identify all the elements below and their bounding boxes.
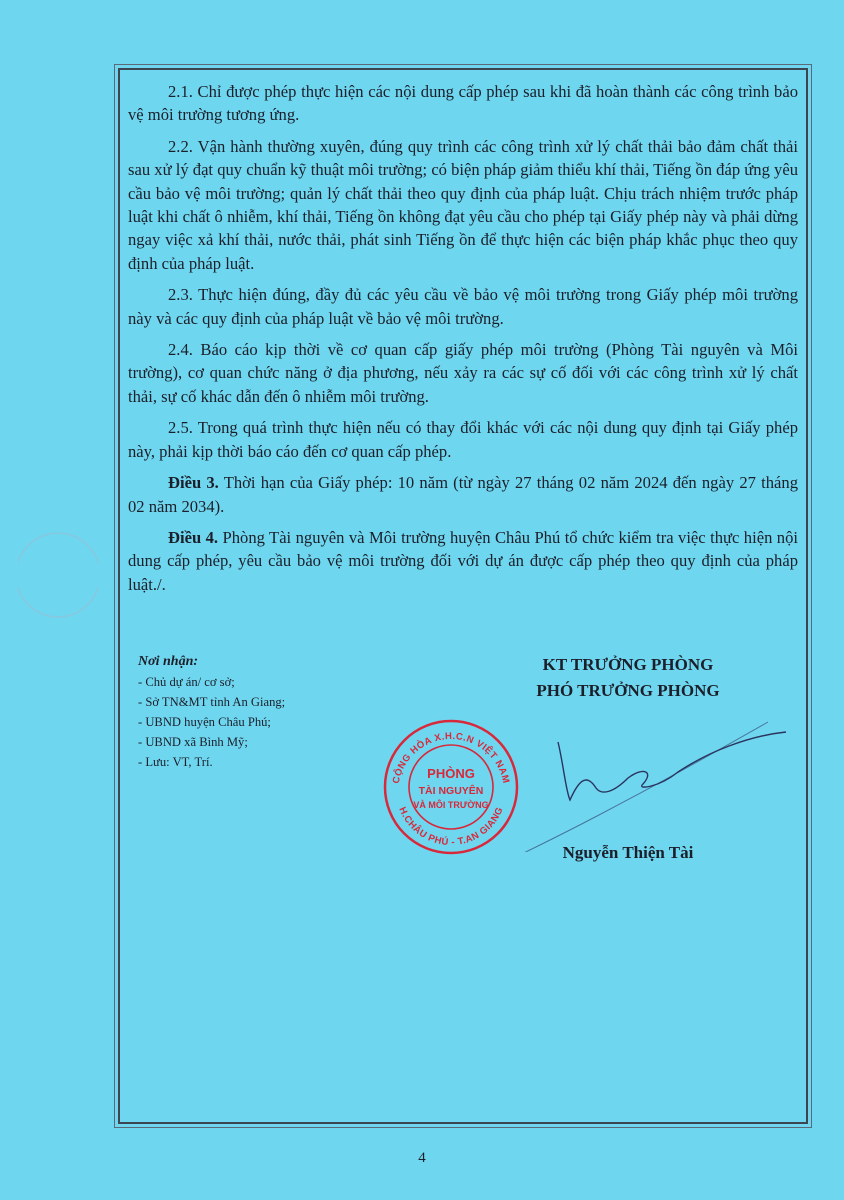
recipient-item: - UBND xã Bình Mỹ; — [138, 735, 248, 749]
recipient-item: - UBND huyện Châu Phú; — [138, 715, 271, 729]
signature-block — [138, 652, 798, 882]
stamp-center-3: VÀ MÔI TRƯỜNG — [413, 800, 489, 810]
stamp-bottom-text: H.CHÂU PHÚ - T.AN GIANG — [396, 805, 506, 849]
signer-title-1: KT TRƯỞNG PHÒNG — [542, 655, 714, 674]
recipient-item: - Chủ dự án/ cơ sở; — [138, 675, 235, 689]
recipient-item: - Sở TN&MT tỉnh An Giang; — [138, 695, 286, 709]
stamp-outer-text: CỘNG HÒA X.H.C.N VIỆT NAM — [390, 730, 512, 785]
signer-name: Nguyễn Thiện Tài — [562, 843, 694, 862]
recipients-heading: Nơi nhận: — [138, 654, 199, 669]
paragraph-2-3: 2.3. Thực hiện đúng, đầy đủ các yêu cầu về bảo vệ môi trường trong Giấy phép môi trường này và các quy định của pháp luật về bảo vệ môi trường. — [128, 285, 798, 328]
document-body — [128, 80, 798, 604]
page-number: 4 — [418, 1150, 426, 1166]
stamp-center-1: PHÒNG — [427, 766, 475, 781]
paragraph-2-1: 2.1. Chỉ được phép thực hiện các nội dung cấp phép sau khi đã hoàn thành các công trình bảo vệ môi trường tương ứng. — [128, 82, 798, 125]
article-3: Điều 3. Thời hạn của Giấy phép: 10 năm (từ ngày 27 tháng 02 năm 2024 đến ngày 27 tháng 02 năm 2034). — [128, 473, 798, 516]
paragraph-2-4: 2.4. Báo cáo kịp thời về cơ quan cấp giấy phép môi trường (Phòng Tài nguyên và Môi trường), cơ quan chức năng ở địa phương, nếu xảy ra các sự cố đối với các công trình xử lý chất thải, sự cố khác dẫn đến ô nhiễm môi trường. — [128, 340, 798, 406]
signature-icon — [468, 692, 788, 852]
recipients-list — [138, 652, 388, 772]
signer-title-2: PHÓ TRƯỞNG PHÒNG — [536, 681, 720, 700]
paragraph-2-2: 2.2. Vận hành thường xuyên, đúng quy trình các công trình xử lý chất thải bảo đảm chất thải sau xử lý đạt quy chuẩn kỹ thuật môi trường; có biện pháp giảm thiểu khí thải, Tiếng ồn đáp ứng yêu cầu bảo vệ môi trường; quản lý chất thải theo quy định của pháp luật. Chịu trách nhiệm trước pháp luật khi chất ô nhiễm, khí thải, Tiếng ồn không đạt yêu cầu cho phép tại Giấy phép này và phải dừng ngay việc xả khí thải, nước thải, phát sinh Tiếng ồn để thực hiện các biện pháp khắc phục theo quy định của pháp luật. — [128, 136, 798, 273]
recipient-item: - Lưu: VT, Trí. — [138, 755, 213, 769]
paragraph-2-5: 2.5. Trong quá trình thực hiện nếu có thay đổi khác với các nội dung quy định tại Giấy phép này, phải kịp thời báo cáo đến cơ quan cấp phép. — [128, 418, 798, 461]
faded-stamp-icon — [18, 520, 98, 630]
stamp-center-2: TÀI NGUYÊN — [418, 785, 484, 797]
article-4: Điều 4. Phòng Tài nguyên và Môi trường huyện Châu Phú tổ chức kiểm tra việc thực hiện nội dung cấp phép, yêu cầu bảo vệ môi trường đối với dự án được cấp phép theo quy định của pháp luật./. — [128, 527, 798, 594]
